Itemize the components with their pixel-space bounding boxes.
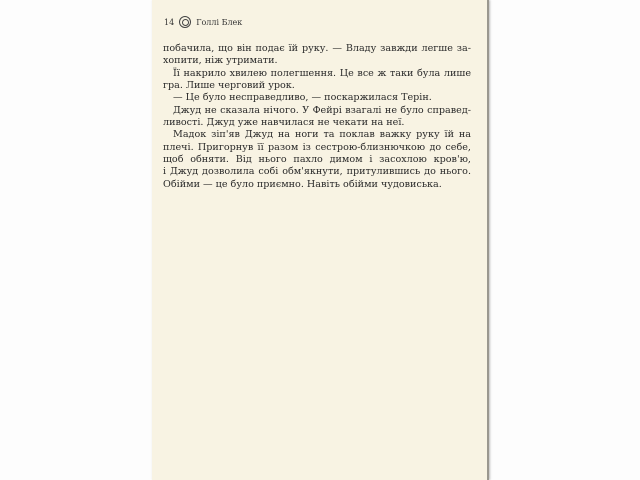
text-line: Мадок зіп'яв Джуд на ноги та поклав важку руку їй на [173,129,471,141]
text-line: щоб обняти. Від нього пахло димом і засохлою кров'ю, [163,154,471,166]
publisher-logo-icon [179,16,191,28]
text-line: плечі. Пригорнув її разом із сестрою-близнючкою до себе, [163,141,471,153]
book-page [152,0,489,480]
body-text [163,43,471,191]
text-line: побачила, що він подає їй руку. — Владу завжди легше за- [163,43,471,54]
text-line: і Джуд дозволила собі обм'якнути, притулившись до нього. [163,166,471,178]
text-line: — Це було несправедливо, — поскаржилася Терін. [173,92,432,104]
text-line: хопити, ніж утримати. [163,55,278,67]
text-line: Джуд не сказала нічого. У Фейрі взагалі не було справед- [173,104,471,116]
text-line: Обійми — це було приємно. Навіть обійми чудовиська. [163,178,442,190]
page-number: 14 [164,17,175,27]
text-line: ливості. Джуд уже навчилася не чекати на неї. [163,117,405,129]
running-header [164,16,242,28]
text-line: Її накрило хвилею полегшення. Це все ж таки була лише [173,67,471,79]
author-name: Голлі Блек [196,17,243,27]
text-line: гра. Лише черговий урок. [163,80,295,92]
